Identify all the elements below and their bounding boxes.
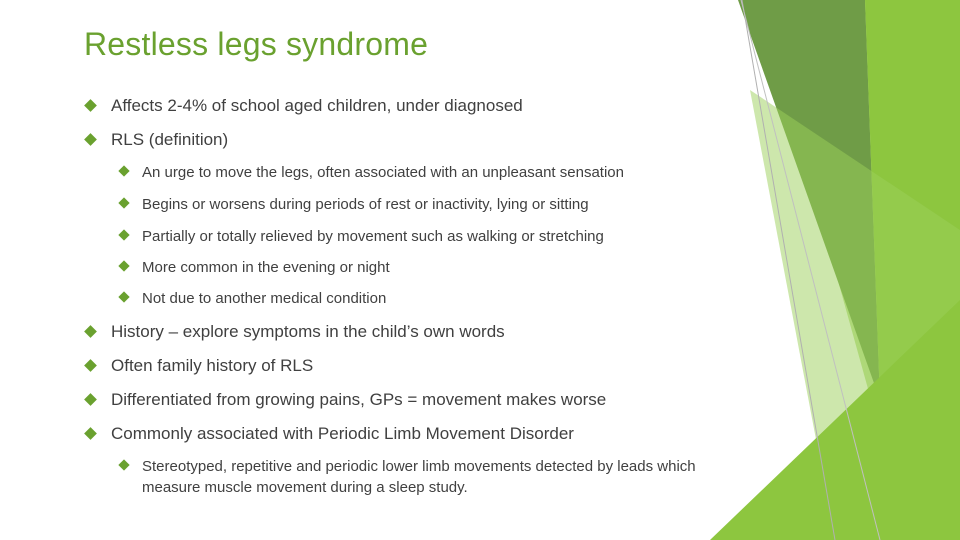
list-item-text: History – explore symptoms in the child’s own words <box>111 322 505 341</box>
diamond-bullet-icon <box>118 459 129 470</box>
list-item <box>120 288 720 309</box>
diamond-bullet-icon <box>118 197 129 208</box>
list-item <box>86 96 523 116</box>
diamond-bullet-icon <box>118 260 129 271</box>
diamond-bullet-icon <box>84 133 97 146</box>
list-item-text: Commonly associated with Periodic Limb Movement Disorder <box>111 424 574 443</box>
list-item <box>86 356 313 376</box>
diamond-bullet-icon <box>118 165 129 176</box>
list-item <box>120 162 720 183</box>
list-item-text: RLS (definition) <box>111 130 229 149</box>
list-item <box>86 424 574 444</box>
list-item <box>86 390 606 410</box>
diamond-bullet-icon <box>84 427 97 440</box>
list-item-text: Not due to another medical condition <box>142 290 387 307</box>
list-item-text: An urge to move the legs, often associated with an unpleasant sensation <box>142 164 624 181</box>
list-item-text: Partially or totally relieved by movement such as walking or stretching <box>142 228 604 245</box>
list-item-text: Stereotyped, repetitive and periodic lower limb movements detected by leads which measure muscle movement during a sleep study. <box>142 458 696 496</box>
list-item <box>86 130 228 150</box>
diamond-bullet-icon <box>84 393 97 406</box>
list-item-text: Differentiated from growing pains, GPs = movement makes worse <box>111 390 607 409</box>
list-item <box>120 226 720 247</box>
list-item <box>120 456 720 498</box>
diamond-bullet-icon <box>84 359 97 372</box>
list-item-text: Often family history of RLS <box>111 356 314 375</box>
list-item-text: Begins or worsens during periods of rest or inactivity, lying or sitting <box>142 196 589 213</box>
list-item <box>120 257 720 278</box>
diamond-bullet-icon <box>118 229 129 240</box>
diamond-bullet-icon <box>84 325 97 338</box>
list-item <box>120 194 720 215</box>
slide-title: Restless legs syndrome <box>84 26 429 62</box>
diamond-bullet-icon <box>118 291 129 302</box>
list-item-text: Affects 2-4% of school aged children, under diagnosed <box>111 96 523 115</box>
list-item <box>86 322 505 342</box>
list-item-text: More common in the evening or night <box>142 259 390 276</box>
diamond-bullet-icon <box>84 99 97 112</box>
